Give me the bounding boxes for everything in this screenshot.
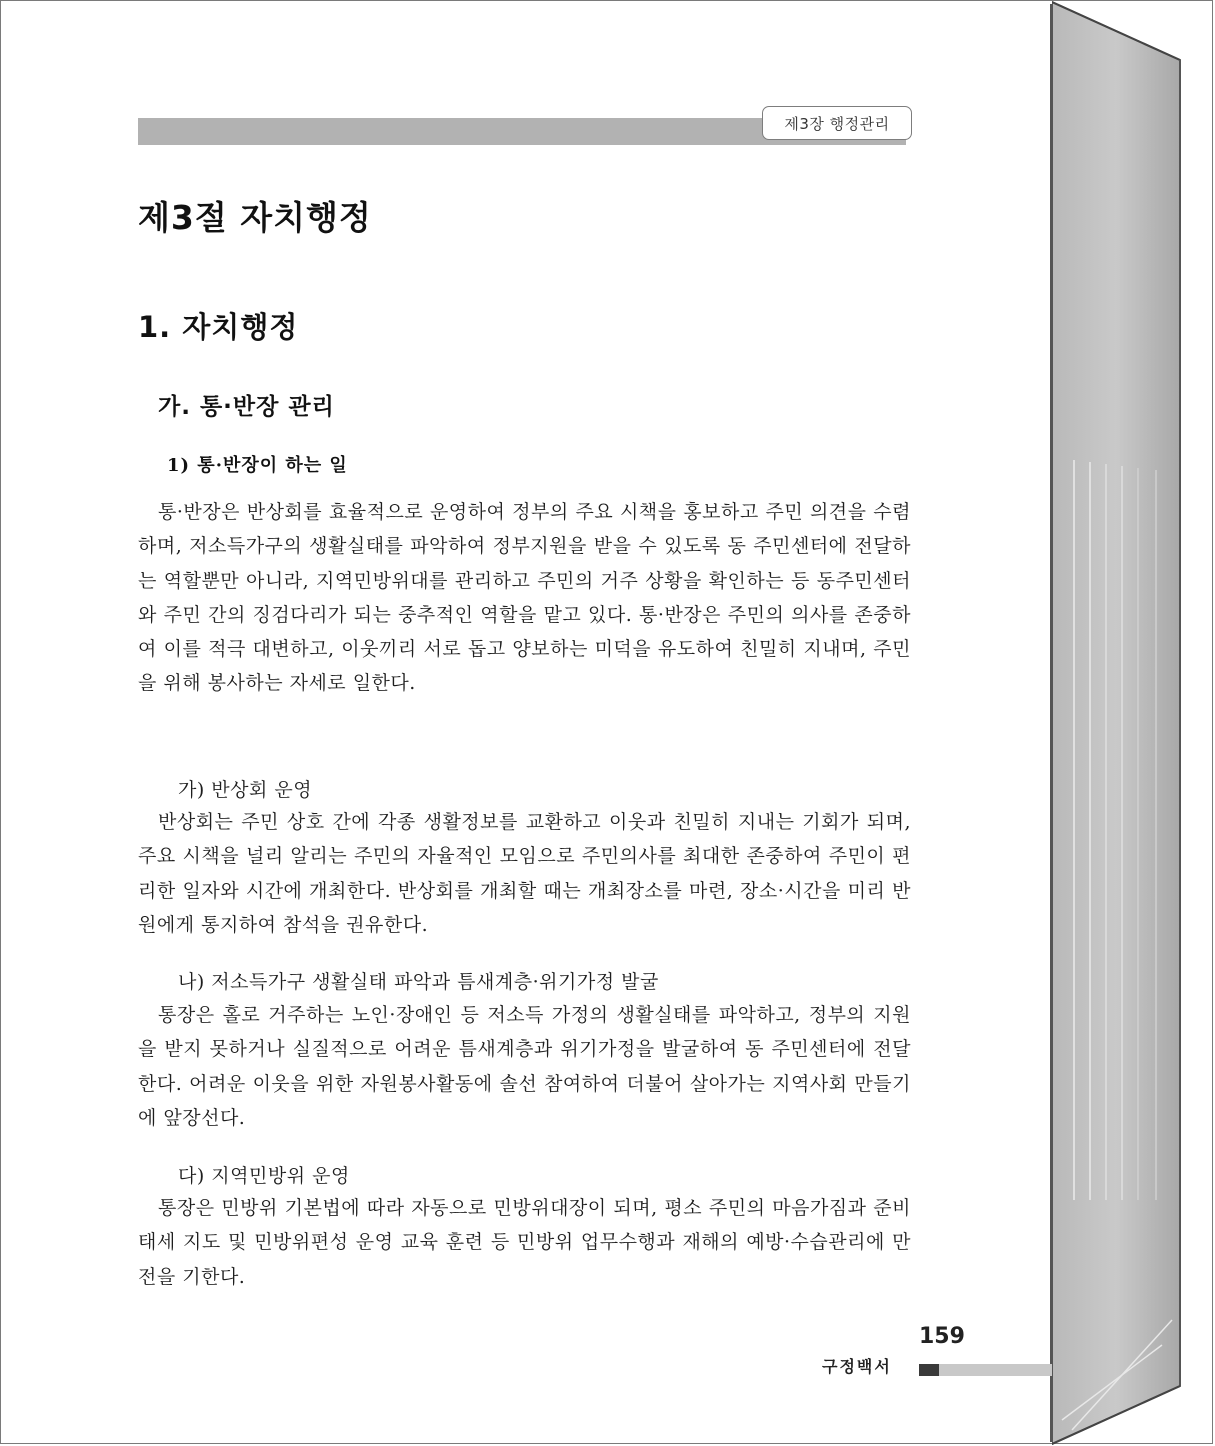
section-heading-civil-defense: 다) 지역민방위 운영 (178, 1165, 350, 1187)
chapter-title: 제3절 자치행정 (138, 198, 372, 237)
subsection-title: 가. 통·반장 관리 (158, 394, 335, 420)
chapter-tab: 제3장 행정관리 (762, 106, 912, 140)
book-name: 구정백서 (822, 1357, 892, 1376)
page-number: 159 (919, 1324, 965, 1349)
item-title: 1) 통·반장이 하는 일 (167, 455, 348, 476)
section-heading-low-income: 나) 저소득가구 생활실태 파악과 틈새계층·위기가정 발굴 (178, 971, 659, 993)
intro-paragraph: 통·반장은 반상회를 효율적으로 운영하여 정부의 주요 시책을 홍보하고 주민 의견을 수렴하며, 저소득가구의 생활실태를 파악하여 정부지원을 받을 수 있도록 동 주민센터에 전달하는 역할뿐만 아니라, 지역민방위대를 관리하고 주민의 거주 상황을 확인하는 등 동주민센터와 주민 간의 징검다리가 되는 중추적인 역할을 맡고 있다. 통·반장은 주민의 의사를 존중하여 이를 적극 대변하고, 이웃끼리 서로 돕고 양보하는 미덕을 유도하여 친밀히 지내며, 주민을 위해 봉사하는 자세로 일한다. (138, 501, 911, 695)
book-page-edges (1052, 0, 1215, 1446)
section-heading-meeting: 가) 반상회 운영 (178, 779, 313, 801)
section-text-low-income: 통장은 홀로 거주하는 노인·장애인 등 저소득 가정의 생활실태를 파악하고, 정부의 지원을 받지 못하거나 실질적으로 어려운 틈새계층과 위기가정을 발굴하여 동 주민센터에 전달한다. 어려운 이웃을 위한 자원봉사활동에 솔선 참여하여 더불어 살아가는 지역사회 만들기에 앞장선다. (138, 1004, 911, 1129)
section-text-civil-defense: 통장은 민방위 기본법에 따라 자동으로 민방위대장이 되며, 평소 주민의 마음가짐과 준비태세 지도 및 민방위편성 운영 교육 훈련 등 민방위 업무수행과 재해의 예방·수습관리에 만전을 기한다. (138, 1197, 911, 1288)
section-text-meeting: 반상회는 주민 상호 간에 각종 생활정보를 교환하고 이웃과 친밀히 지내는 기회가 되며, 주요 시책을 널리 알리는 주민의 자율적인 모임으로 주민의사를 최대한 존중하여 주민이 편리한 일자와 시간에 개최한다. 반상회를 개최할 때는 개최장소를 마련, 장소·시간을 미리 반원에게 통지하여 참석을 권유한다. (138, 811, 911, 936)
section-title: 1. 자치행정 (138, 310, 299, 344)
footer-marker (919, 1364, 939, 1376)
footer-bar (939, 1364, 1052, 1376)
